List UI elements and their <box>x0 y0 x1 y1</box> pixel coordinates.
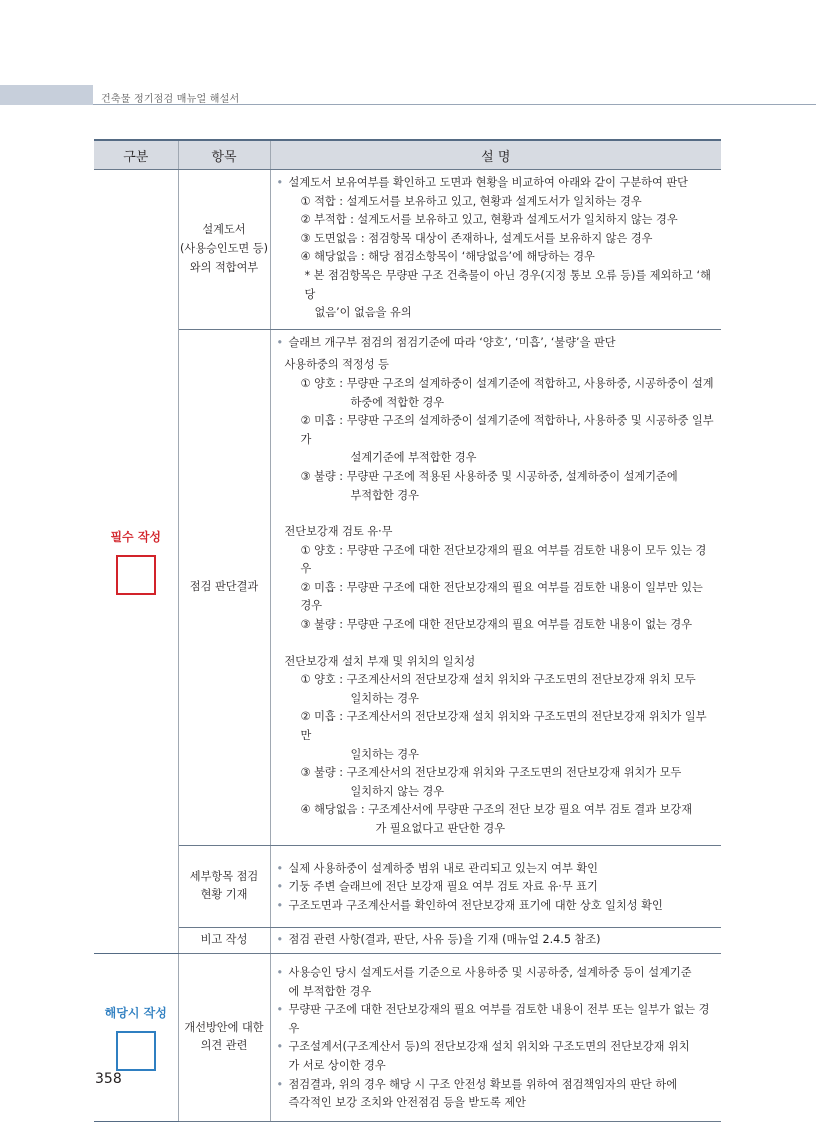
bullet-line-cont: 즉각적인 보강 조치와 안전점검 등을 받도록 제안 <box>288 1096 526 1110</box>
sub-line-cont: 가 필요없다고 판단한 경우 <box>375 822 506 835</box>
item-label-line: 설계도서 <box>202 223 246 237</box>
sub-line: ③ 불량 : 무량판 구조에 적용된 사용하중 및 시공하중, 설계하중이 설계기준에 <box>300 469 678 483</box>
sub-line: ④ 해당없음 : 해당 점검소항목이 ‘해당없음’에 해당하는 경우 <box>300 250 595 264</box>
bullet-line: • 구조도면과 구조계산서를 확인하여 전단보강재 표기에 대한 상호 일치성 확인 <box>277 897 716 916</box>
bullet-line: • 무량판 구조에 대한 전단보강재의 필요 여부를 검토한 내용이 전부 또는 일부가 없는 경우 <box>277 1001 716 1038</box>
bullet-line: • 점검 관련 사항(결과, 판단, 사유 등)을 기재 (매뉴얼 2.4.5 참조) <box>277 931 716 950</box>
inspection-table <box>94 139 721 1122</box>
sub-line-cont: 부적합한 경우 <box>350 488 419 502</box>
sub-line: ③ 도면없음 : 점검항목 대상이 존재하나, 설계도서를 보유하지 않은 경우 <box>300 231 653 245</box>
sub-line-cont: 일치하지 않는 경우 <box>350 784 445 798</box>
sub-line: ③ 불량 : 구조계산서의 전단보강재 위치와 구조도면의 전단보강재 위치가 모두 <box>300 766 682 780</box>
table-row <box>94 845 721 928</box>
bullet-line: • 실제 사용하중이 설계하중 범위 내로 관리되고 있는지 여부 확인 <box>277 860 716 879</box>
sub-line-cont: 일치하는 경우 <box>350 747 419 761</box>
col-header-description: 설 명 <box>270 140 721 170</box>
sub-line: ① 양호 : 무량판 구조에 대한 전단보강재의 필요 여부를 검토한 내용이 모두 있는 경우 <box>300 543 707 576</box>
note-line: * 본 점검항목은 무량판 구조 건축물이 아닌 경우(지정 통보 오류 등)를 제외하고 ‘해당 <box>304 268 711 301</box>
item-cell <box>178 170 270 330</box>
group-optional <box>94 953 178 1121</box>
running-header: 건축물 정기점검 매뉴얼 해설서 <box>101 94 240 105</box>
description-cell <box>270 845 721 928</box>
item-cell <box>178 329 270 845</box>
sub-line: ① 양호 : 무량판 구조의 설계하중이 설계기준에 적합하고, 사용하중, 시공하중이 설계 <box>300 376 714 390</box>
bullet-line-cont: 에 부적합한 경우 <box>288 984 372 998</box>
table-header-row <box>94 140 721 170</box>
item-cell <box>178 928 270 954</box>
header-accent-bar <box>0 85 93 105</box>
subheading: 사용하중의 적정성 등 <box>284 358 389 372</box>
item-label-line: 와의 적합여부 <box>189 260 259 274</box>
item-cell <box>178 953 270 1121</box>
sub-line: ④ 해당없음 : 구조계산서에 무량판 구조의 전단 보강 필요 여부 검토 결과 보강재 <box>300 803 692 817</box>
item-label-line: (사용승인도면 등) <box>180 242 268 256</box>
table-row <box>94 928 721 954</box>
required-checkbox[interactable] <box>116 555 156 595</box>
subheading: 전단보강재 검토 유·무 <box>284 525 393 539</box>
sub-line: ② 미흡 : 무량판 구조에 대한 전단보강재의 필요 여부를 검토한 내용이 일부만 있는 경우 <box>300 580 703 613</box>
table-row <box>94 170 721 330</box>
description-cell <box>270 170 721 330</box>
sub-line-cont: 일치하는 경우 <box>350 691 419 705</box>
bullet-line: • 슬래브 개구부 점검의 점검기준에 따라 ‘양호’, ‘미흡’, ‘불량’을 판단 <box>277 334 716 353</box>
item-label-line: 개선방안에 대한 <box>184 1020 264 1034</box>
subheading: 전단보강재 설치 부재 및 위치의 일치성 <box>284 654 476 668</box>
description-cell <box>270 953 721 1121</box>
bullet-line: • 사용승인 당시 설계도서를 기준으로 사용하중 및 시공하중, 설계하중 등이 설계기준 <box>277 964 716 983</box>
item-label-line: 점검 판단결과 <box>189 579 259 593</box>
bullet-line: • 기둥 주변 슬래브에 전단 보강재 필요 여부 검토 자료 유·무 표기 <box>277 878 716 897</box>
item-cell <box>178 845 270 928</box>
page-number: 358 <box>95 1071 122 1087</box>
optional-checkbox[interactable] <box>116 1031 156 1071</box>
col-header-category: 구분 <box>94 140 178 170</box>
item-label-line: 세부항목 점검 <box>189 869 259 883</box>
bullet-line-cont: 가 서로 상이한 경우 <box>288 1058 386 1072</box>
bullet-line: • 점검결과, 위의 경우 해당 시 구조 안전성 확보를 위하여 점검책임자의 판단 하에 <box>277 1076 716 1095</box>
sub-line: ② 부적합 : 설계도서를 보유하고 있고, 현황과 설계도서가 일치하지 않는 경우 <box>300 213 678 227</box>
description-cell <box>270 928 721 954</box>
sub-line: ① 양호 : 구조계산서의 전단보강재 설치 위치와 구조도면의 전단보강재 위치 모두 <box>300 673 696 687</box>
bullet-line: • 구조설계서(구조계산서 등)의 전단보강재 설치 위치와 구조도면의 전단보강재 위치 <box>277 1038 716 1057</box>
group-required <box>94 170 178 954</box>
sub-line: ② 미흡 : 구조계산서의 전단보강재 설치 위치와 구조도면의 전단보강재 위치가 일부만 <box>300 710 707 743</box>
sub-line: ③ 불량 : 무량판 구조에 대한 전단보강재의 필요 여부를 검토한 내용이 없는 경우 <box>300 618 692 632</box>
bullet-line: • 설계도서 보유여부를 확인하고 도면과 현황을 비교하여 아래와 같이 구분하여 판단 <box>277 174 716 193</box>
item-label-line: 의견 관련 <box>200 1039 248 1053</box>
group-label-required: 필수 작성 <box>110 530 162 545</box>
col-header-item: 항목 <box>178 140 270 170</box>
description-cell <box>270 329 721 845</box>
sub-line: ① 적합 : 설계도서를 보유하고 있고, 현황과 설계도서가 일치하는 경우 <box>300 194 642 208</box>
group-label-optional: 해당시 작성 <box>104 1006 167 1021</box>
table-row <box>94 953 721 1121</box>
sub-line-cont: 하중에 적합한 경우 <box>350 395 445 409</box>
sub-line-cont: 설계기준에 부적합한 경우 <box>350 451 477 465</box>
table-row <box>94 329 721 845</box>
note-line: 없음’이 없음을 유의 <box>314 306 412 320</box>
sub-line: ② 미흡 : 무량판 구조의 설계하중이 설계기준에 적합하나, 사용하중 및 시공하중 일부가 <box>300 414 714 446</box>
item-label-line: 현황 기재 <box>200 888 248 902</box>
item-label-line: 비고 작성 <box>200 933 248 947</box>
